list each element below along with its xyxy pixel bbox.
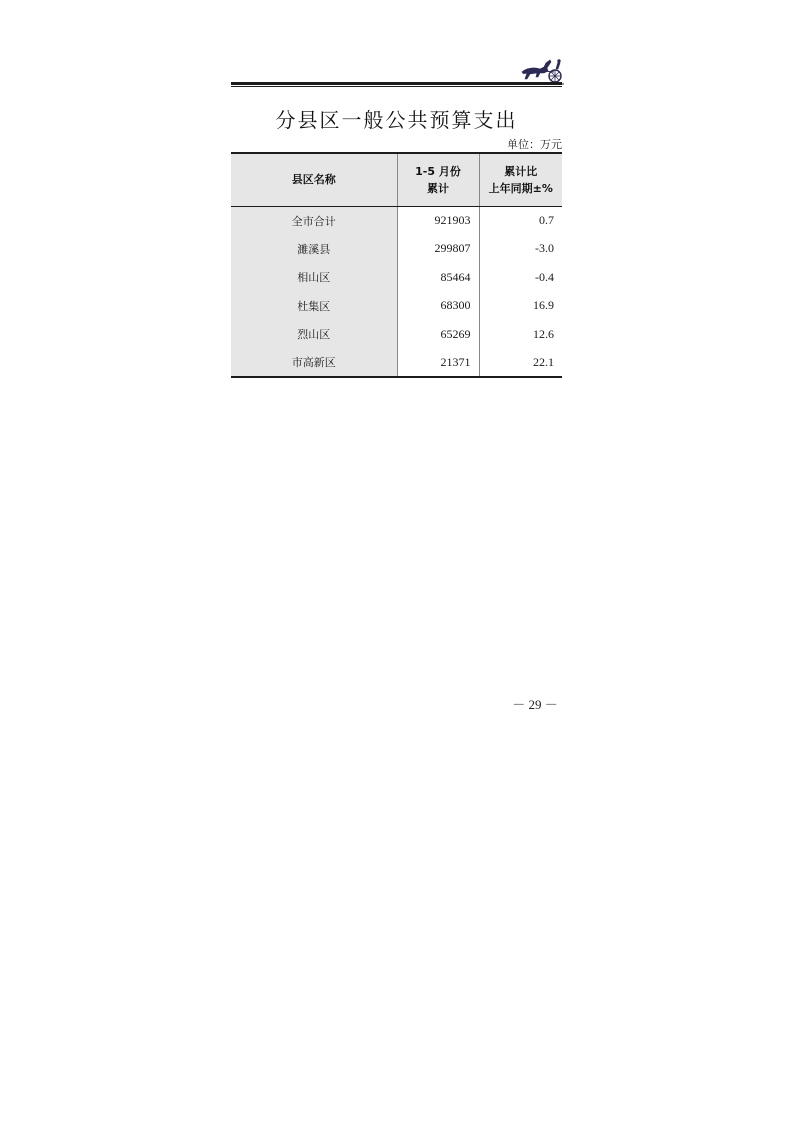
row-name: 全市合计	[231, 206, 397, 235]
header-rule-thin	[231, 86, 562, 87]
row-value: 68300	[397, 292, 479, 321]
header-yoy-line2: 上年同期±%	[488, 181, 553, 195]
page-number: － 29 －	[512, 697, 558, 712]
header-yoy-line1: 累计比	[504, 164, 538, 178]
table-row	[231, 292, 562, 321]
table-row	[231, 320, 562, 349]
row-change: -3.0	[479, 235, 562, 264]
row-change: 0.7	[479, 206, 562, 235]
unit-label: 单位：万元	[507, 138, 562, 151]
header-cumulative-line1: 1-5 月份	[415, 164, 461, 178]
header-county-name: 县区名称	[231, 153, 397, 206]
row-change: 16.9	[479, 292, 562, 321]
header-rule	[231, 82, 562, 85]
row-value: 65269	[397, 320, 479, 349]
row-change: 22.1	[479, 349, 562, 378]
row-value: 85464	[397, 263, 479, 292]
row-name: 濉溪县	[231, 235, 397, 264]
table-row	[231, 263, 562, 292]
page-title: 分县区一般公共预算支出	[275, 108, 518, 132]
budget-table-container	[231, 152, 562, 378]
row-name: 市高新区	[231, 349, 397, 378]
row-name: 杜集区	[231, 292, 397, 321]
header-yoy-change	[479, 153, 562, 206]
row-change: 12.6	[479, 320, 562, 349]
table-row	[231, 349, 562, 378]
row-value: 299807	[397, 235, 479, 264]
header-cumulative-line2: 累计	[427, 181, 449, 195]
table-row	[231, 235, 562, 264]
row-name: 相山区	[231, 263, 397, 292]
row-change: -0.4	[479, 263, 562, 292]
header-cumulative	[397, 153, 479, 206]
row-value: 921903	[397, 206, 479, 235]
table-header-row	[231, 153, 562, 206]
table-row	[231, 206, 562, 235]
row-value: 21371	[397, 349, 479, 378]
row-name: 烈山区	[231, 320, 397, 349]
budget-expenditure-table	[231, 152, 562, 378]
